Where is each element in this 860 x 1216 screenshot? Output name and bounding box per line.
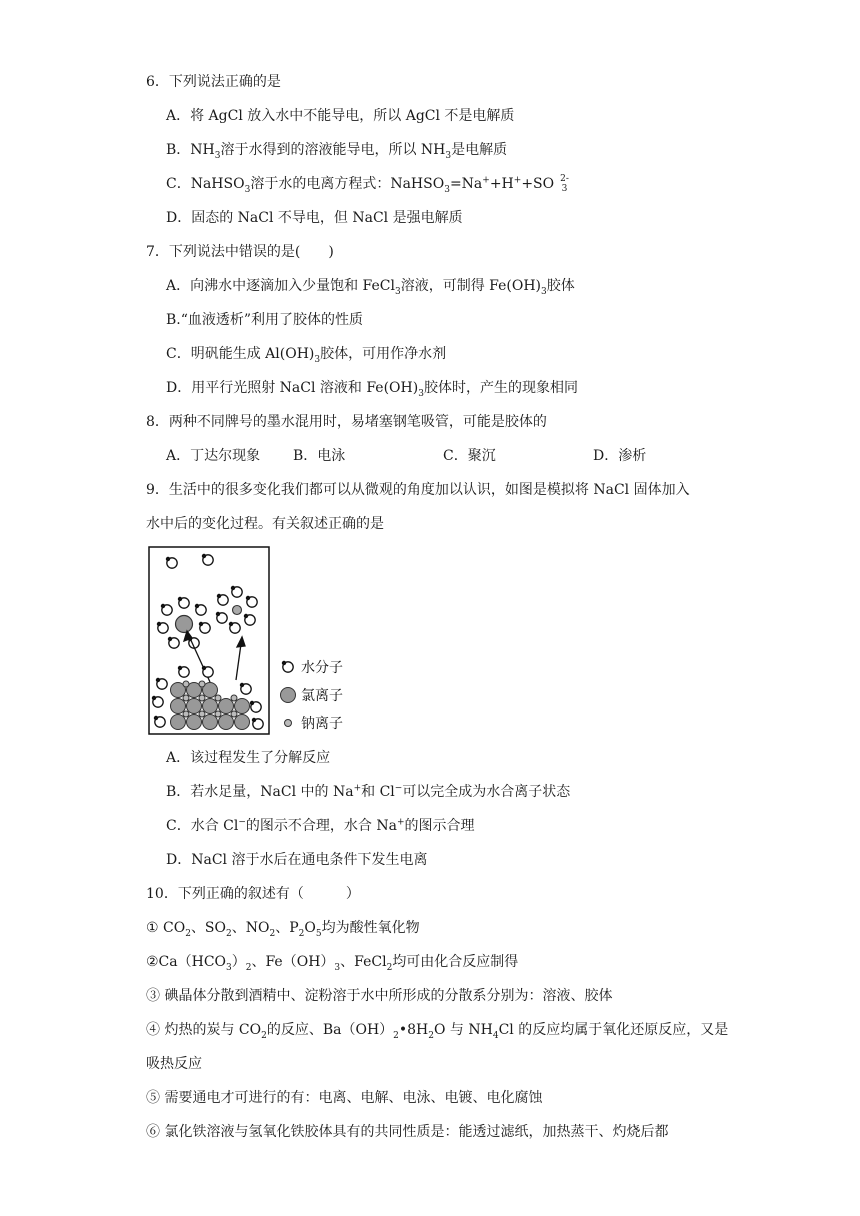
question-8-stem: 8．两种不同牌号的墨水混用时，易堵塞钢笔吸管，可能是胶体的 [146, 414, 547, 430]
q10-statement-3: ③ 碘晶体分散到酒精中、淀粉溶于水中所形成的分散系分别为：溶液、胶体 [146, 988, 613, 1004]
legend-chloride-label: 氯离子 [301, 688, 343, 704]
question-6-stem: 6．下列说法正确的是 [146, 74, 281, 90]
q6-option-c: C．NaHSO$_3$溶于水的电离方程式：NaHSO$_3$=Na++H++SO 2- 3 [166, 174, 569, 195]
legend-sodium-label: 钠离子 [301, 716, 343, 732]
q10-statement-6: ⑥ 氯化铁溶液与氢氧化铁胶体具有的共同性质是：能透过滤纸，加热蒸干、灼烧后都 [146, 1124, 669, 1140]
q9-option-b: B．若水足量，NaCl 中的 Na+和 Cl−可以完全成为水合离子状态 [166, 783, 571, 800]
q7-option-a: A．向沸水中逐滴加入少量饱和 FeCl$_3$溶液，可制得 $Fe(OH)_3$胶体 [166, 278, 575, 297]
q10-statement-4: ④ 灼热的炭与 $CO_2$的反应、$Ba(OH)_2•8H_2O$ 与 $NH_4Cl$ 的反应均属于氧化还原反应，又是 [146, 1022, 729, 1041]
q8-option-d: D．渗析 [593, 448, 647, 464]
q6-option-d: D．固态的 NaCl 不导电，但 NaCl 是强电解质 [166, 210, 463, 226]
q9-option-a: A．该过程发生了分解反应 [166, 750, 331, 766]
q9-option-c: C．水合 Cl−的图示不合理，水合 Na+的图示合理 [166, 817, 475, 834]
q8-option-a: A．丁达尔现象 [166, 448, 261, 464]
q10-statement-4-cont: 吸热反应 [146, 1056, 202, 1072]
question-9-stem-line2: 水中后的变化过程。有关叙述正确的是 [146, 516, 384, 532]
question-9-stem-line1: 9．生活中的很多变化我们都可以从微观的角度加以认识，如图是模拟将 NaCl 固体加入 [146, 482, 690, 498]
q7-option-b: B.“血液透析”利用了胶体的性质 [166, 312, 364, 328]
sulfite-charge-stack: 2- 3 [560, 174, 569, 194]
q8-option-b: B．电泳 [293, 448, 346, 464]
diagram-legend [281, 659, 344, 732]
q7-option-c: C．明矾能生成 $Al(OH)_3$胶体，可用作净水剂 [166, 346, 447, 365]
sodium-ion-icon [285, 720, 292, 727]
q6-option-a: A．将 AgCl 放入水中不能导电，所以 AgCl 不是电解质 [166, 108, 515, 124]
question-7-stem: 7．下列说法中错误的是( ) [146, 244, 334, 260]
q10-statement-1: ① $CO_2$、$SO_2$、$NO_2$、$P_2O_5$均为酸性氧化物 [146, 920, 420, 939]
q6-option-b: B．$NH_3$溶于水得到的溶液能导电，所以 $NH_3$是电解质 [166, 142, 508, 161]
legend-water-label: 水分子 [301, 660, 343, 676]
q8-option-c: C．聚沉 [443, 448, 496, 464]
q7-option-d: D．用平行光照射 NaCl 溶液和 $Fe(OH)_3$胶体时，产生的现象相同 [166, 380, 578, 399]
water-molecule-icon [282, 661, 293, 672]
chloride-ion-icon [281, 688, 296, 703]
q9-option-d: D．NaCl 溶于水后在通电条件下发生电离 [166, 852, 428, 868]
q10-statement-2: $②Ca(HCO_3)_2$、$Fe(OH)_3$、FeCl$_2$均可由化合反应制得 [146, 954, 519, 973]
nacl-dissolving-diagram [146, 544, 366, 740]
question-10-stem: 10．下列正确的叙述有（ ） [146, 886, 360, 902]
q10-statement-5: ⑤ 需要通电才可进行的有：电离、电解、电泳、电镀、电化腐蚀 [146, 1090, 543, 1106]
